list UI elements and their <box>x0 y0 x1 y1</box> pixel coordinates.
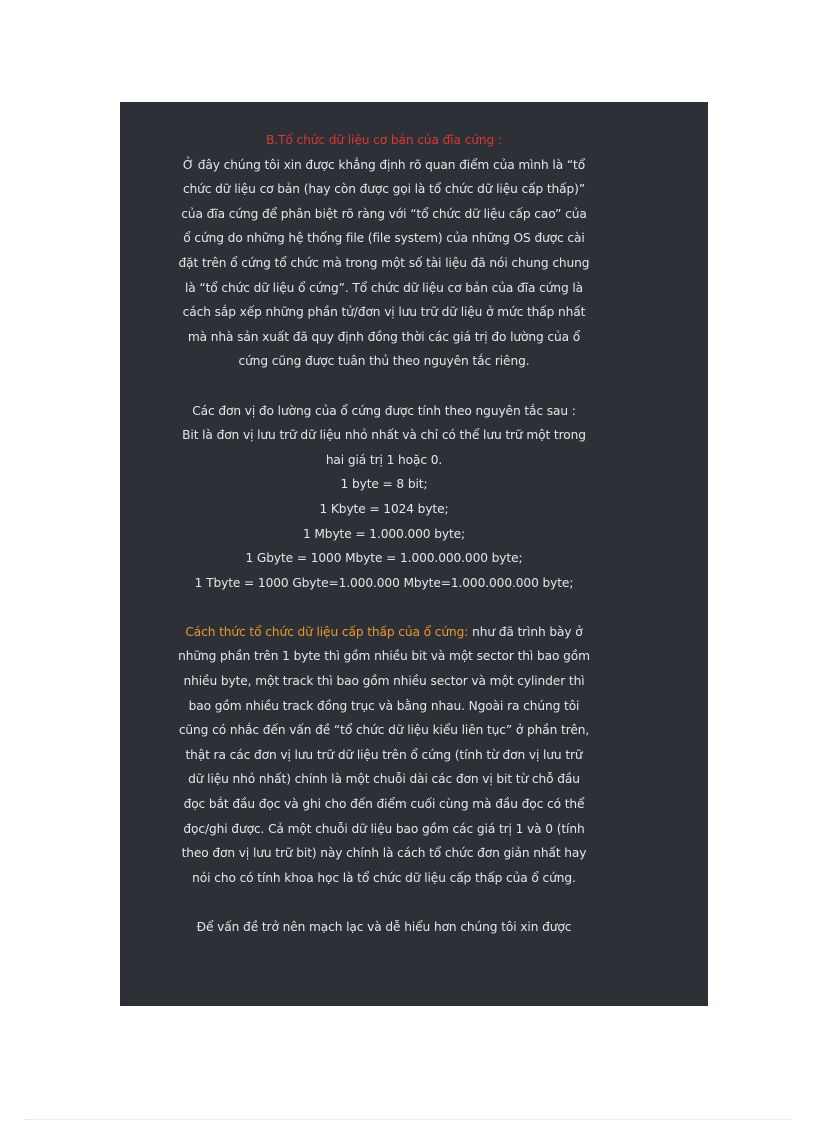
units-intro: Các đơn vị đo lường của ổ cứng được tính theo nguyên tắc sau : <box>192 403 576 418</box>
units-kbyte: 1 Kbyte = 1024 byte; <box>319 501 449 516</box>
units-mbyte: 1 Mbyte = 1.000.000 byte; <box>302 526 466 541</box>
intro-paragraph: Ở đây chúng tôi xin được khẳng định rõ quan điểm của mình là “tổ chức dữ liệu cơ bản (hay còn được gọi là tổ chức dữ liệu cấp thấp)” của đĩa cứng để phân biệt rõ ràng với “tổ chức dữ liệu cấp cao” của ổ cứng do những hệ thống file (file system) của những OS được cài đặt trên ổ cứng tổ chức mà trong một số tài liệu đã nói chung chung là “tổ chức dữ liệu ổ cứng”. Tổ chức dữ liệu cơ bản của đĩa cứng là cách sắp xếp những phần tử/đơn vị lưu trữ dữ liệu ở mức thấp nhất mà nhà sản xuất đã quy định đồng thời các giá trị đo lường của ổ cứng cũng được tuân thủ theo nguyên tắc riêng. <box>178 157 590 369</box>
low-level-body: như đã trình bày ở những phần trên 1 byte thì gồm nhiều bit và một sector thì bao gồm nhiều byte, một track thì bao gồm nhiều sector và một cylinder thì bao gồm nhiều track đồng trục và bằng nhau. Ngoài ra chúng tôi cũng có nhắc đến vấn đề “tổ chức dữ liệu kiểu liên tục” ở phần trên, thật ra các đơn vị lưu trữ dữ liệu trên ổ cứng (tính từ đơn vị lưu trữ dữ liệu nhỏ nhất) chính là một chuỗi dài các đơn vị bit từ chỗ đầu đọc bắt đầu đọc và ghi cho đến điểm cuối cùng mà đầu đọc có thể đọc/ghi được. Cả một chuỗi dữ liệu bao gồm các giá trị 1 và 0 (tính theo đơn vị lưu trữ bit) này chính là cách tổ chức đơn giản nhất hay nói cho có tính khoa học là tổ chức dữ liệu cấp thấp của ổ cứng. <box>178 624 590 885</box>
closing-paragraph: Để vấn đề trở nên mạch lạc và dễ hiểu hơn chúng tôi xin được <box>196 920 572 934</box>
paragraph-gap <box>178 374 590 399</box>
low-level-paragraph <box>178 620 590 891</box>
units-gbyte: 1 Gbyte = 1000 Mbyte = 1.000.000.000 byte; <box>245 551 523 566</box>
units-tbyte: 1 Tbyte = 1000 Gbyte=1.000.000 Mbyte=1.000.000.000 byte; <box>194 575 574 590</box>
section-heading: B.Tổ chức dữ liệu cơ bản của đĩa cứng : <box>266 133 502 147</box>
paragraph-gap <box>178 595 590 620</box>
low-level-label: Cách thức tổ chức dữ liệu cấp thấp của ổ cứng: <box>185 624 469 639</box>
paragraph-gap <box>178 890 590 915</box>
units-byte: 1 byte = 8 bit; <box>340 477 428 492</box>
units-bit-definition: Bit là đơn vị lưu trữ dữ liệu nhỏ nhất và chỉ có thể lưu trữ một trong hai giá trị 1 hoặc 0. <box>182 428 586 467</box>
page-bottom-divider <box>24 1119 792 1120</box>
document-body <box>178 128 590 940</box>
